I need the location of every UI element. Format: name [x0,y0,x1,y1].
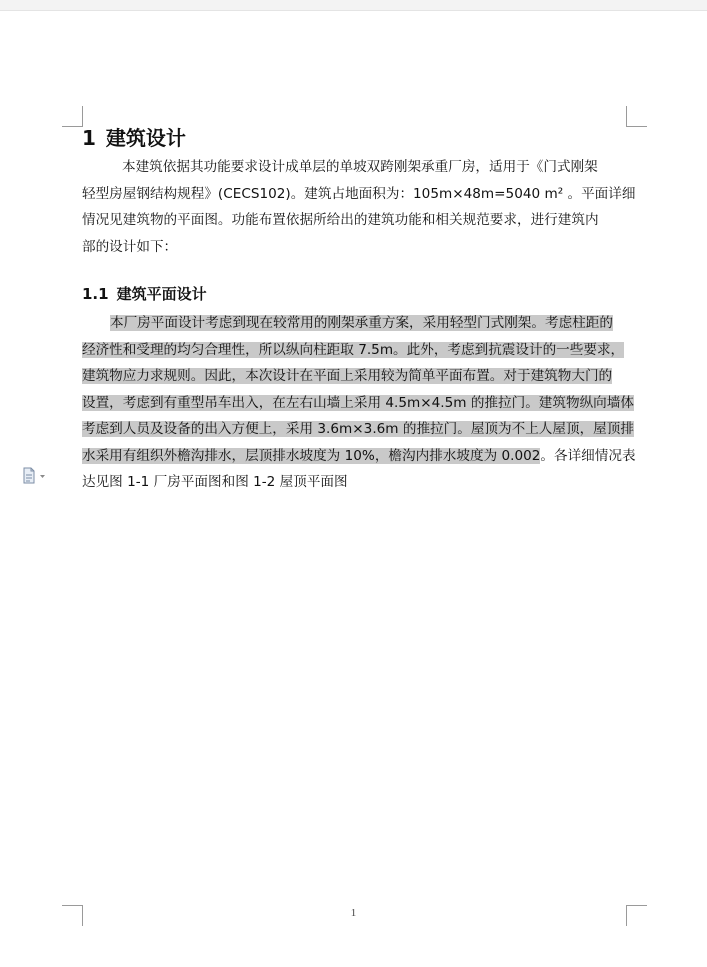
heading-1-number: 1 [82,126,96,150]
heading-1-text: 建筑设计 [105,126,186,150]
intro-line-4: 部的设计如下： [82,238,178,255]
crop-mark-top-left [62,106,83,127]
section-line-1 [82,310,648,337]
paste-options-icon[interactable] [21,467,51,485]
selected-text: 考虑到人员及设备的出入方便上，采用 3.6m×3.6m 的推拉门。屋顶为不上人屋顶，屋顶排 [82,421,634,437]
intro-line-2: 轻型房屋钢结构规程》(CECS102)。建筑占地面积为：105m×48m=5040 m² 。平面详细 [82,185,636,202]
heading-2-number: 1.1 [82,285,109,303]
intro-line-1: 本建筑依据其功能要求设计成单层的单坡双跨刚架承重厂房，适用于《门式刚架 [122,159,598,175]
unselected-text: 。各详细情况表 [540,447,636,464]
selected-text: 本厂房平面设计考虑到现在较常用的刚架承重方案，采用轻型门式刚架。考虑柱距的 [110,315,613,331]
heading-2-text: 建筑平面设计 [116,285,207,303]
section-line-4 [82,390,648,417]
section-line-2 [82,337,648,364]
selected-text: 建筑物应力求规则。因此，本次设计在平面上采用较为简单平面布置。对于建筑物大门的 [82,368,613,384]
selected-text: 经济性和受理的均匀合理性，所以纵向柱距取 7.5m。此外，考虑到抗震设计的一些要求， [82,341,625,358]
page-number: 1 [350,907,357,919]
section-line-3 [82,363,648,390]
selected-text: 设置，考虑到有重型吊车出入，在左右山墙上采用 4.5m×4.5m 的推拉门。建筑物纵向墙体 [82,394,634,411]
section-line-6 [82,443,648,470]
document-body[interactable] [82,124,648,496]
heading-2 [82,282,648,306]
selected-text: 水采用有组织外檐沟排水，层顶排水坡度为 10%，檐沟内排水坡度为 0.002 [82,447,541,464]
section-line-7: 达见图 1-1 厂房平面图和图 1-2 屋顶平面图 [82,474,348,490]
window-top-strip [0,0,707,11]
section-line-5 [82,416,648,443]
intro-line-3: 情况见建筑物的平面图。功能布置依据所给出的建筑功能和相关规范要求，进行建筑内 [82,212,599,228]
heading-1 [82,124,648,152]
